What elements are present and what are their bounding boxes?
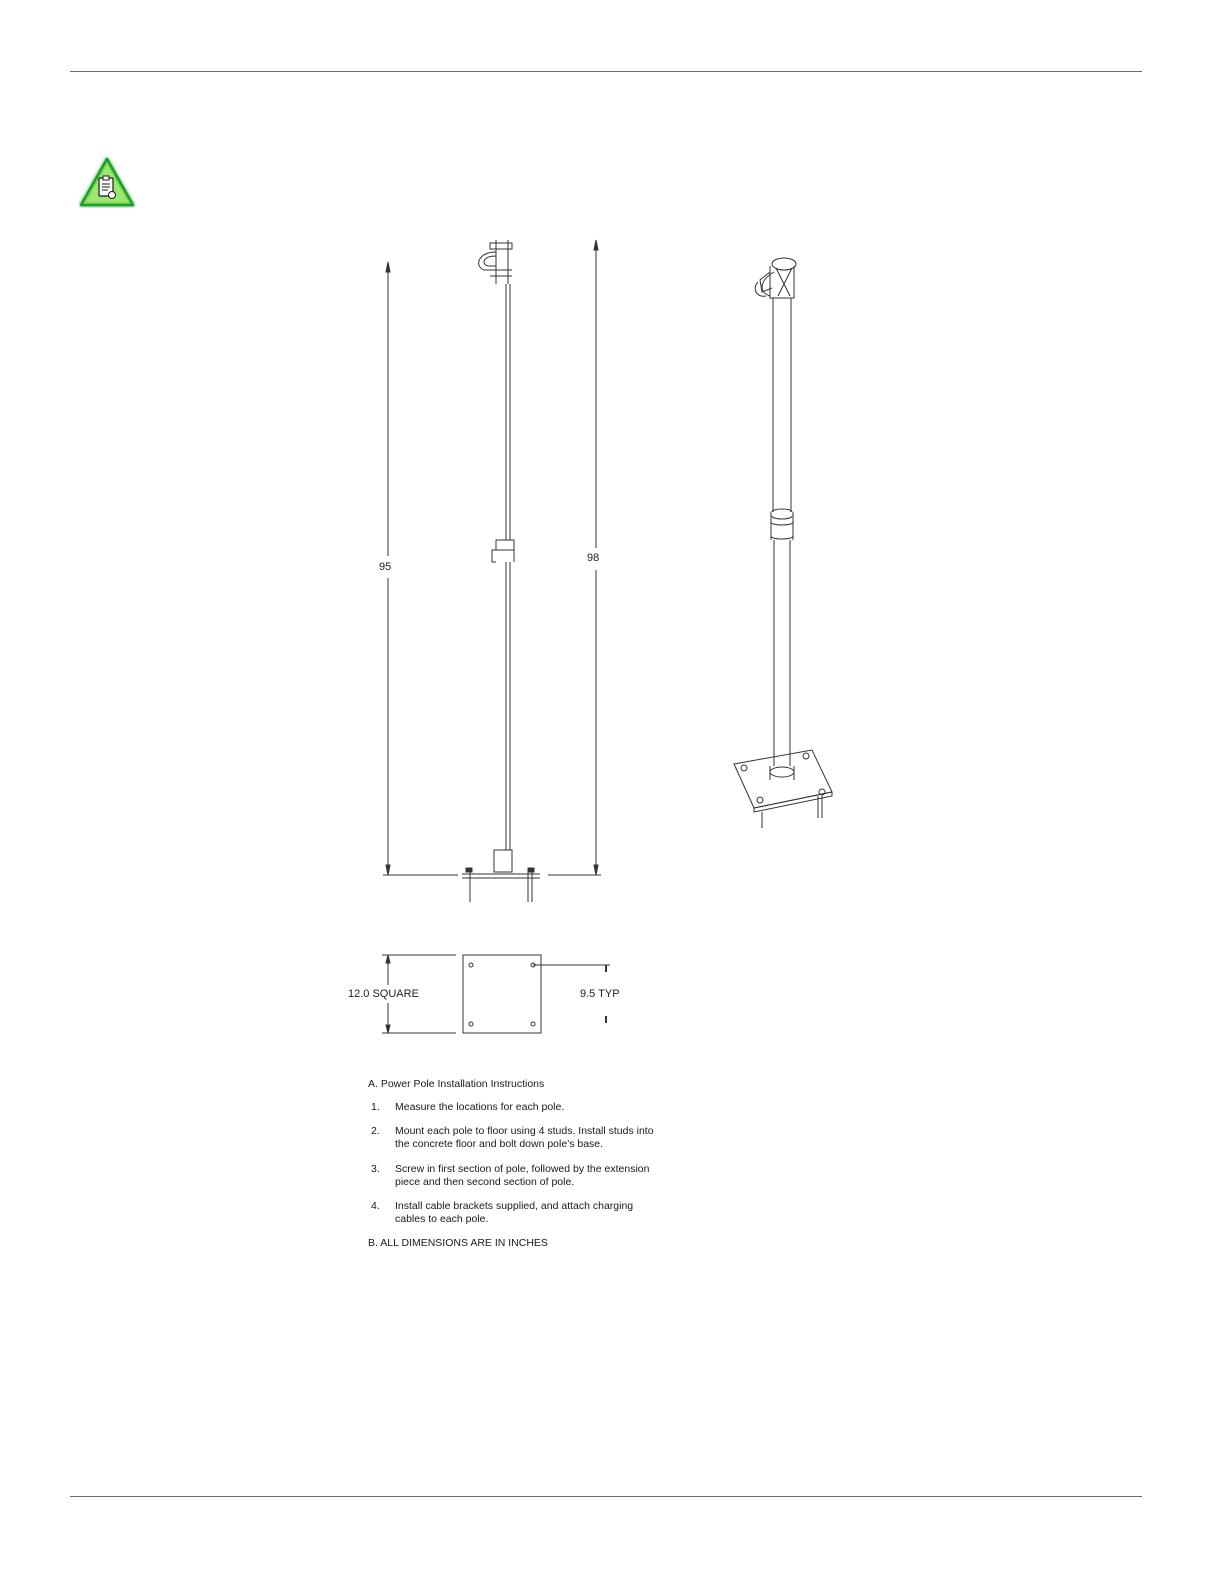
step-text: Install cable brackets supplied, and attach charging cables to each pole. — [395, 1199, 634, 1225]
height-label-95: 95 — [379, 561, 392, 573]
step-number: 3. — [371, 1162, 380, 1175]
hole-spacing-label: 9.5 TYP — [580, 988, 620, 1000]
instruction-step — [371, 1125, 663, 1151]
instruction-step — [371, 1163, 663, 1189]
step-text: Screw in first section of pole, followed by the extension piece and then second section of pole. — [395, 1162, 650, 1188]
dimensions-note: B. ALL DIMENSIONS ARE IN INCHES — [368, 1237, 548, 1249]
height-label-98: 98 — [587, 552, 600, 564]
base-square-label: 12.0 SQUARE — [348, 988, 419, 1000]
instruction-step — [371, 1101, 663, 1114]
step-text: Mount each pole to floor using 4 studs. Install studs into the concrete floor and bolt down pole's base. — [395, 1125, 654, 1151]
pole-front-view — [462, 240, 540, 902]
instruction-steps — [368, 1101, 668, 1226]
step-number: 1. — [371, 1101, 380, 1114]
step-number: 2. — [371, 1125, 380, 1138]
step-number: 4. — [371, 1199, 380, 1212]
left-height-dimension — [383, 262, 458, 875]
installation-instructions — [368, 1078, 668, 1250]
step-text: Measure the locations for each pole. — [395, 1101, 565, 1114]
instructions-heading: A. Power Pole Installation Instructions — [368, 1078, 545, 1090]
instruction-step — [371, 1200, 663, 1226]
pole-isometric-view — [734, 258, 832, 828]
